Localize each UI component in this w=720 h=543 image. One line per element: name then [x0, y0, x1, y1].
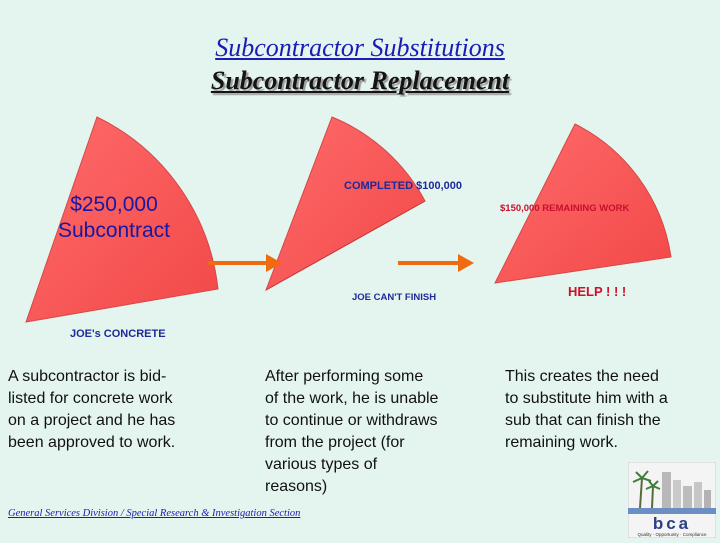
bca-logo-graphic [628, 462, 716, 538]
step1-description: A subcontractor is bid- listed for concrete work on a project and he has been approved to work. [8, 368, 176, 451]
logo-tagline: Quality · Opportunity · Compliance [637, 532, 707, 537]
footer-link[interactable]: General Services Division / Special Research & Investigation Section [8, 508, 301, 519]
step3-description: This creates the need to substitute him with a sub that can finish the remaining work. [505, 368, 668, 451]
cant-finish-label: JOE CAN'T FINISH [352, 292, 437, 303]
remaining-work-label: $150,000 REMAINING WORK [500, 203, 630, 214]
logo-word: bca [652, 514, 692, 533]
arrow-right-icon [398, 254, 474, 272]
bca-logo [628, 462, 716, 538]
wedge1-caption: JOE's CONCRETE [70, 328, 166, 340]
page-title: Subcontractor Substitutions [215, 33, 505, 62]
subcontract-amount: $250,000 Subcontract [57, 193, 171, 242]
step2-description: After performing some of the work, he is unable to continue or withdraws from the project (for various types of reasons) [265, 368, 439, 495]
arrow-right-icon [208, 254, 282, 272]
page-subtitle: Subcontractor Replacement [210, 66, 510, 95]
help-label: HELP ! ! ! [568, 284, 627, 299]
completed-label: COMPLETED $100,000 [344, 180, 462, 192]
